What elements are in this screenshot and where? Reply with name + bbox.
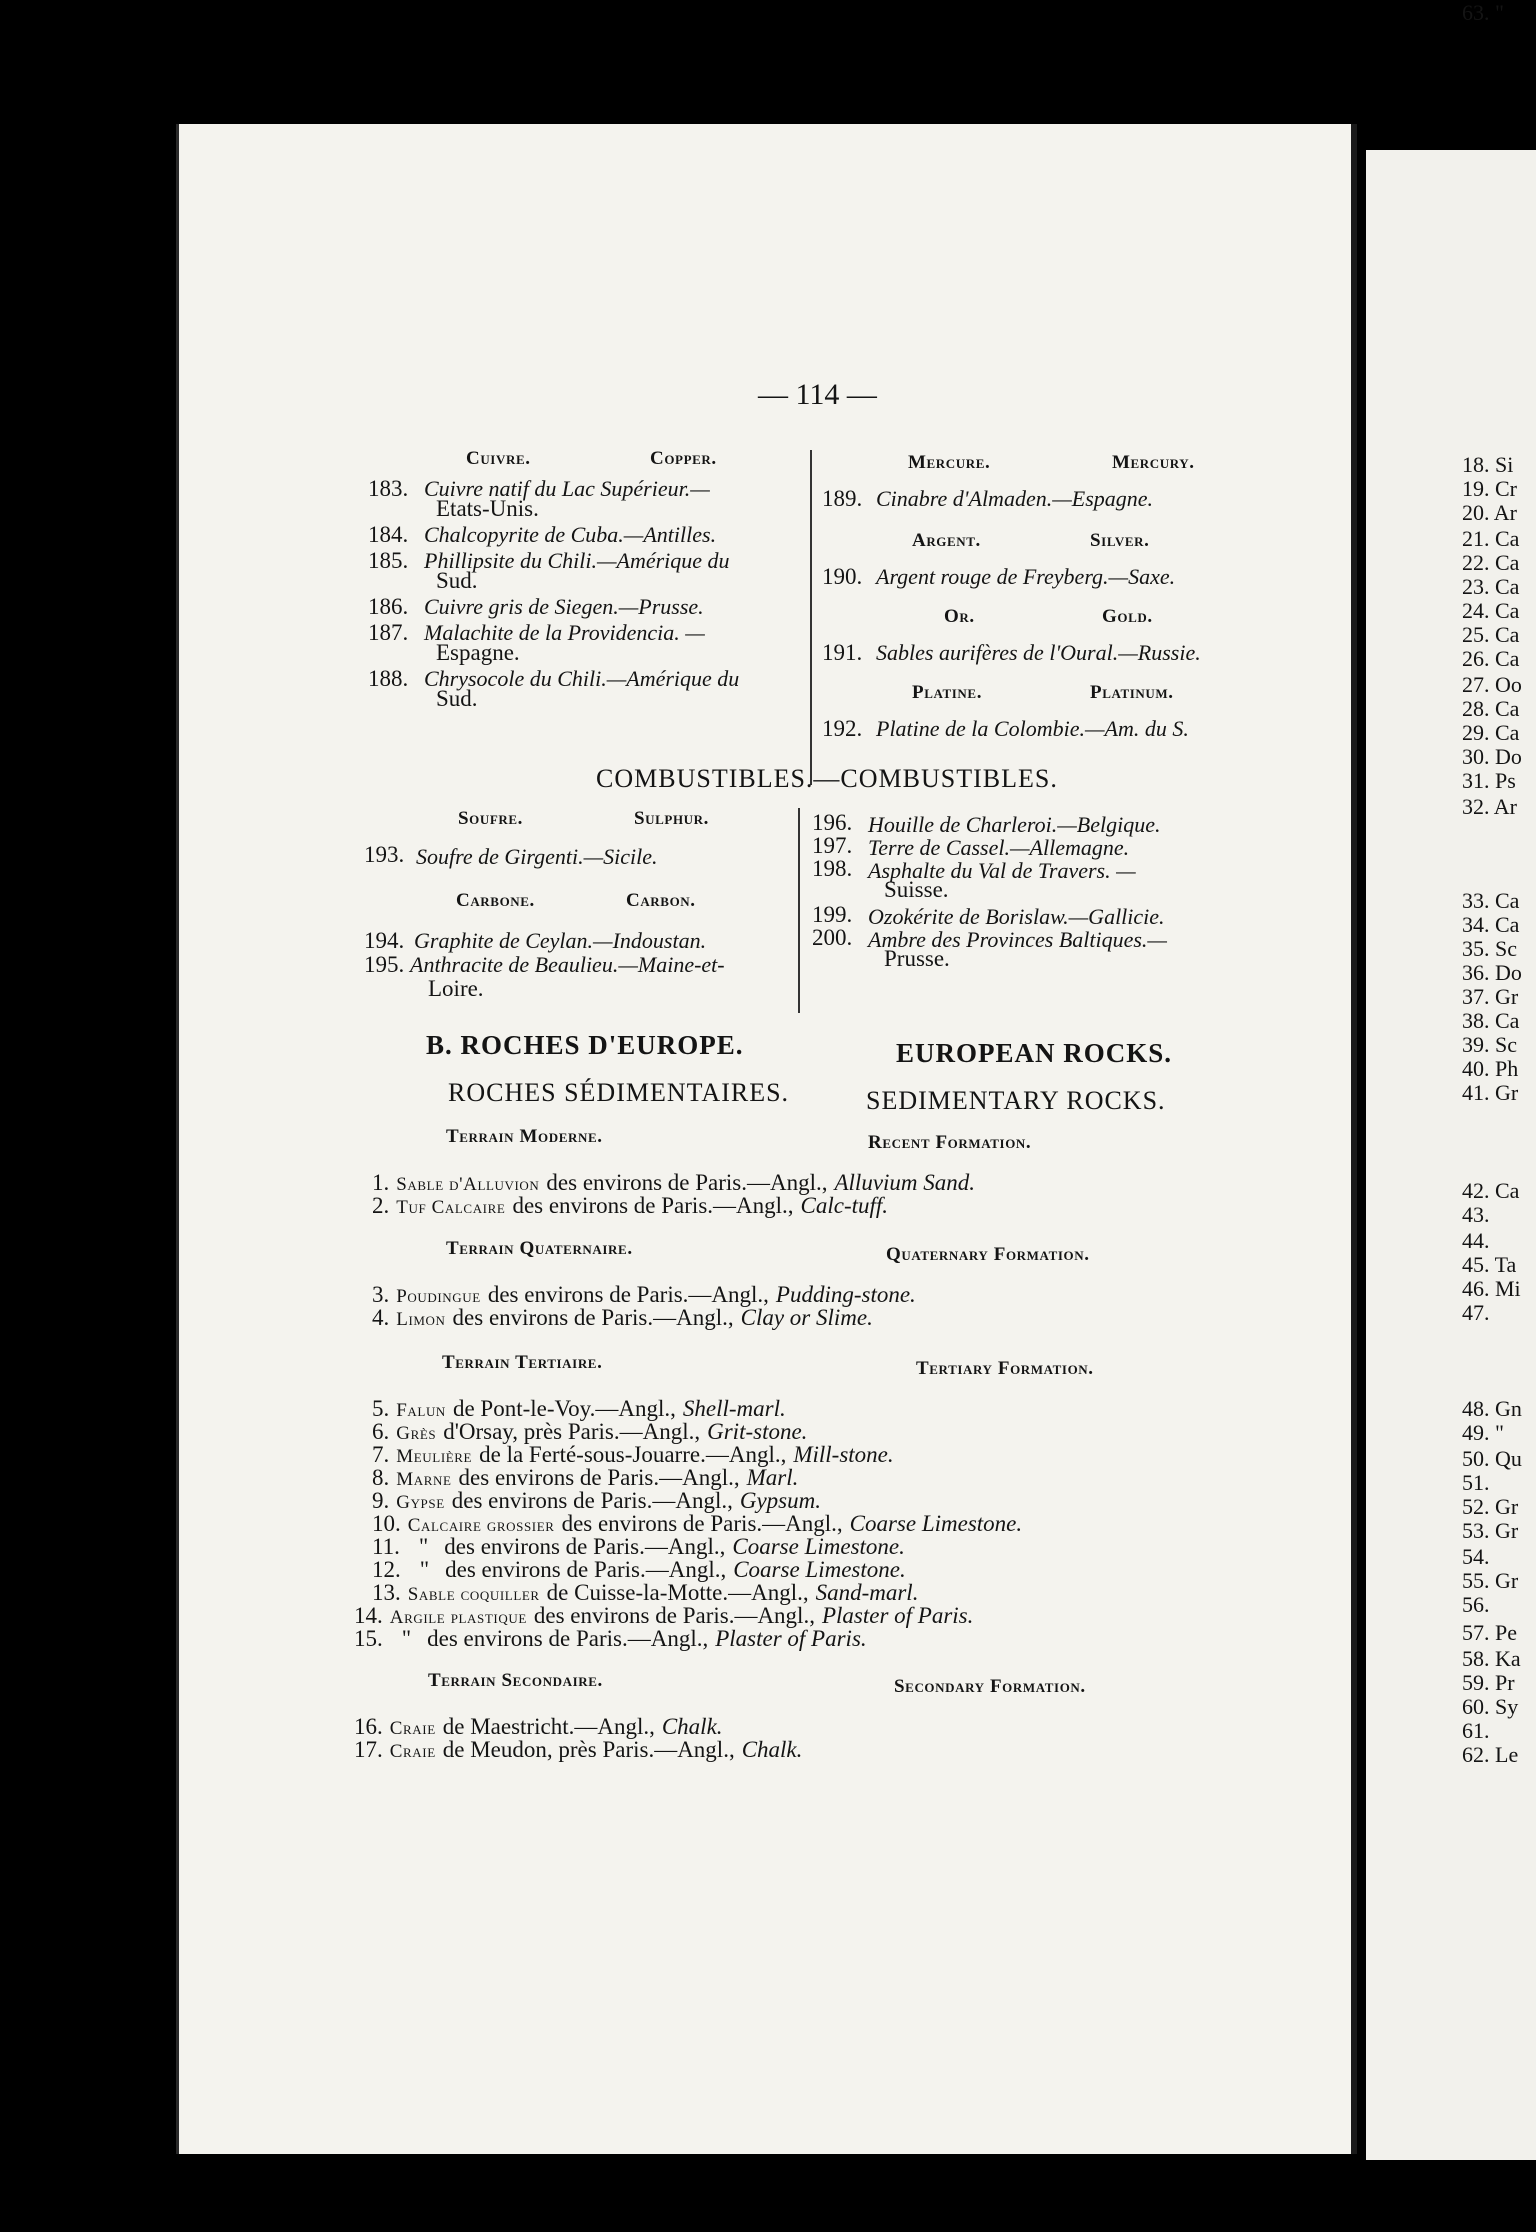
entry-number: 197. bbox=[812, 833, 853, 858]
rock-english-name: Shell-marl. bbox=[682, 1396, 786, 1421]
edge-entry: 46. Mi bbox=[1462, 1276, 1521, 1301]
rock-name: " bbox=[418, 1534, 429, 1559]
formation-header-en: Quaternary Formation. bbox=[886, 1244, 1090, 1265]
rock-name: Falun bbox=[396, 1400, 446, 1421]
formation-header-fr: Terrain Moderne. bbox=[446, 1126, 603, 1147]
entry-number: 192. bbox=[822, 716, 863, 741]
rock-name: " bbox=[419, 1557, 430, 1582]
rock-name: Gypse bbox=[396, 1492, 445, 1513]
entry-number: 188. bbox=[368, 666, 409, 691]
rock-english-name: Mill-stone. bbox=[793, 1442, 894, 1467]
rock-name: Craie bbox=[389, 1718, 436, 1739]
edge-entry: 34. Ca bbox=[1462, 912, 1520, 937]
entry-number: 199. bbox=[812, 902, 853, 927]
formation-header-fr: Terrain Tertiaire. bbox=[442, 1352, 603, 1373]
section-header-en: Gold. bbox=[1102, 606, 1153, 627]
rock-english-name: Chalk. bbox=[741, 1737, 803, 1762]
rock-location: des environs de Paris.—Angl., bbox=[458, 1465, 740, 1490]
formation-header-fr: Terrain Quaternaire. bbox=[446, 1238, 633, 1259]
combustibles-title: COMBUSTIBLES.—COMBUSTIBLES. bbox=[596, 764, 1058, 793]
rock-number: 15. bbox=[354, 1626, 383, 1651]
edge-entry: 60. Sy bbox=[1462, 1694, 1519, 1719]
edge-entry: 42. Ca bbox=[1462, 1178, 1520, 1203]
edge-entry: 45. Ta bbox=[1462, 1252, 1517, 1277]
entry-text: Malachite de la Providencia. — bbox=[424, 620, 705, 645]
entry-number: 191. bbox=[822, 640, 863, 665]
rock-name: " bbox=[401, 1626, 412, 1651]
rock-location: de la Ferté-sous-Jouarre.—Angl., bbox=[479, 1442, 787, 1467]
entry-text: Soufre de Girgenti.—Sicile. bbox=[416, 844, 658, 869]
edge-entry: 58. Ka bbox=[1462, 1646, 1521, 1671]
section-header-en: Copper. bbox=[650, 448, 717, 469]
formation-header-fr: Terrain Secondaire. bbox=[428, 1670, 603, 1691]
entry-text: Graphite de Ceylan.—Indoustan. bbox=[414, 928, 707, 953]
sedimentary-heading-fr: ROCHES SÉDIMENTAIRES. bbox=[448, 1078, 790, 1107]
entry-number: 196. bbox=[812, 810, 853, 835]
rock-english-name: Chalk. bbox=[661, 1714, 723, 1739]
entry-continuation: Loire. bbox=[428, 976, 484, 1001]
edge-entry: 52. Gr bbox=[1462, 1494, 1519, 1519]
rock-english-name: Clay or Slime. bbox=[740, 1305, 873, 1330]
edge-entry: 49. " bbox=[1462, 1420, 1504, 1445]
rock-location: des environs de Paris.—Angl., bbox=[533, 1603, 815, 1628]
edge-entry: 18. Si bbox=[1462, 452, 1514, 477]
section-header-fr: Mercure. bbox=[908, 452, 991, 473]
rock-number: 3. bbox=[372, 1282, 390, 1307]
rock-number: 6. bbox=[372, 1419, 390, 1444]
edge-entry: 57. Pe bbox=[1462, 1620, 1517, 1645]
rock-number: 7. bbox=[372, 1442, 390, 1467]
rock-location: des environs de Paris.—Angl., bbox=[512, 1193, 794, 1218]
rock-english-name: Plaster of Paris. bbox=[715, 1626, 867, 1651]
edge-entry: 22. Ca bbox=[1462, 550, 1520, 575]
section-header-fr: Or. bbox=[944, 606, 975, 627]
section-header-en: Carbon. bbox=[626, 890, 696, 911]
section-header-fr: Carbone. bbox=[456, 890, 535, 911]
edge-entry: 31. Ps bbox=[1462, 768, 1516, 793]
entry-text: Ambre des Provinces Baltiques.— bbox=[868, 927, 1167, 952]
rock-name: Argile plastique bbox=[389, 1607, 527, 1628]
rock-entry bbox=[372, 1305, 880, 1331]
rock-name: Tuf Calcaire bbox=[396, 1197, 506, 1218]
rock-number: 17. bbox=[354, 1737, 383, 1762]
rock-english-name: Marl. bbox=[746, 1465, 799, 1490]
rock-name: Sable d'Alluvion bbox=[396, 1174, 540, 1195]
entry-text: Argent rouge de Freyberg.—Saxe. bbox=[876, 564, 1176, 589]
rock-location: de Pont-le-Voy.—Angl., bbox=[452, 1396, 676, 1421]
rock-english-name: Grit-stone. bbox=[707, 1419, 808, 1444]
edge-entry: 26. Ca bbox=[1462, 646, 1520, 671]
edge-entry: 30. Do bbox=[1462, 744, 1522, 769]
edge-entry: 55. Gr bbox=[1462, 1568, 1519, 1593]
rock-number: 2. bbox=[372, 1193, 390, 1218]
entry-number: 200. bbox=[812, 925, 853, 950]
rock-location: de Meudon, près Paris.—Angl., bbox=[442, 1737, 735, 1762]
entry-text: Phillipsite du Chili.—Amérique du bbox=[424, 548, 730, 573]
rock-entry bbox=[354, 1737, 809, 1763]
rock-entry bbox=[372, 1193, 895, 1219]
edge-entry: 33. Ca bbox=[1462, 888, 1520, 913]
edge-entry: 28. Ca bbox=[1462, 696, 1520, 721]
rock-name: Marne bbox=[396, 1469, 452, 1490]
edge-entry: 21. Ca bbox=[1462, 526, 1520, 551]
edge-entry: 35. Sc bbox=[1462, 936, 1517, 961]
entry-text: Asphalte du Val de Travers. — bbox=[868, 858, 1136, 883]
section-header-fr: Argent. bbox=[912, 530, 981, 551]
rock-number: 14. bbox=[354, 1603, 383, 1628]
edge-entry: 37. Gr bbox=[1462, 984, 1519, 1009]
edge-entry: 44. bbox=[1462, 1228, 1490, 1253]
entry-number: 194. bbox=[364, 928, 405, 953]
rock-english-name: Coarse Limestone. bbox=[732, 1534, 905, 1559]
edge-entry: 25. Ca bbox=[1462, 622, 1520, 647]
edge-entry: 62. Le bbox=[1462, 1742, 1519, 1767]
edge-entry: 20. Ar bbox=[1462, 500, 1517, 525]
rock-number: 4. bbox=[372, 1305, 390, 1330]
rock-location: des environs de Paris.—Angl., bbox=[445, 1557, 727, 1582]
edge-entry: 38. Ca bbox=[1462, 1008, 1520, 1033]
section-header-fr: Platine. bbox=[912, 682, 983, 703]
column-divider-middle bbox=[798, 808, 800, 1013]
rock-number: 10. bbox=[372, 1511, 401, 1536]
rock-name: Calcaire grossier bbox=[407, 1515, 555, 1536]
rock-location: des environs de Paris.—Angl., bbox=[444, 1534, 726, 1559]
document-page bbox=[176, 124, 1357, 2154]
entry-continuation: Etats-Unis. bbox=[436, 496, 539, 521]
column-divider-top bbox=[810, 450, 812, 785]
entry-text: Terre de Cassel.—Allemagne. bbox=[868, 835, 1130, 860]
section-b-heading-en: EUROPEAN ROCKS. bbox=[896, 1038, 1173, 1068]
formation-header-en: Recent Formation. bbox=[868, 1132, 1032, 1153]
rock-english-name: Plaster of Paris. bbox=[821, 1603, 974, 1628]
entry-text: Chrysocole du Chili.—Amérique du bbox=[424, 666, 740, 691]
entry-number: 183. bbox=[368, 476, 409, 501]
edge-entry: 24. Ca bbox=[1462, 598, 1520, 623]
rock-number: 16. bbox=[354, 1714, 383, 1739]
rock-number: 12. bbox=[372, 1557, 401, 1582]
edge-entry: 29. Ca bbox=[1462, 720, 1520, 745]
entry-continuation: Prusse. bbox=[884, 946, 950, 971]
rock-number: 5. bbox=[372, 1396, 390, 1421]
rock-name: Poudingue bbox=[396, 1286, 481, 1307]
entry-number: 189. bbox=[822, 486, 863, 511]
rock-name: Grès bbox=[396, 1423, 437, 1444]
entry-text: Cuivre natif du Lac Supérieur.— bbox=[424, 476, 710, 501]
entry-number: 193. bbox=[364, 842, 405, 867]
entry-text: Ozokérite de Borislaw.—Gallicie. bbox=[868, 904, 1165, 929]
entry-text: Chalcopyrite de Cuba.—Antilles. bbox=[424, 522, 717, 547]
rock-number: 13. bbox=[372, 1580, 401, 1605]
rock-name: Limon bbox=[396, 1309, 446, 1330]
rock-location: de Maestricht.—Angl., bbox=[442, 1714, 655, 1739]
rock-name: Meulière bbox=[396, 1446, 473, 1467]
entry-continuation: Sud. bbox=[436, 568, 478, 593]
entry-text: Sables aurifères de l'Oural.—Russie. bbox=[876, 640, 1201, 665]
rock-english-name: Pudding-stone. bbox=[775, 1282, 916, 1307]
section-header-en: Platinum. bbox=[1090, 682, 1174, 703]
sedimentary-heading-en: SEDIMENTARY ROCKS. bbox=[866, 1086, 1166, 1115]
entry-number: 190. bbox=[822, 564, 863, 589]
section-header-en: Sulphur. bbox=[634, 808, 710, 829]
rock-english-name: Gypsum. bbox=[739, 1488, 821, 1513]
entry-text: Houille de Charleroi.—Belgique. bbox=[868, 812, 1161, 837]
entry-text: Cinabre d'Almaden.—Espagne. bbox=[876, 486, 1154, 511]
entry-continuation: Espagne. bbox=[436, 640, 520, 665]
rock-name: Craie bbox=[389, 1741, 436, 1762]
section-header-fr: Cuivre. bbox=[466, 448, 531, 469]
edge-entry: 23. Ca bbox=[1462, 574, 1520, 599]
edge-entry: 40. Ph bbox=[1462, 1056, 1519, 1081]
edge-entry: 54. bbox=[1462, 1544, 1490, 1569]
section-b-heading-fr: B. ROCHES D'EUROPE. bbox=[426, 1030, 744, 1060]
rock-location: d'Orsay, près Paris.—Angl., bbox=[443, 1419, 701, 1444]
entry-number: 185. bbox=[368, 548, 409, 573]
rock-number: 1. bbox=[372, 1170, 390, 1195]
edge-entry: 59. Pr bbox=[1462, 1670, 1515, 1695]
edge-entry: 19. Cr bbox=[1462, 476, 1517, 501]
rock-english-name: Alluvium Sand. bbox=[834, 1170, 976, 1195]
page-number: — 114 — bbox=[758, 378, 877, 411]
entry-text: Platine de la Colombie.—Am. du S. bbox=[876, 716, 1189, 741]
edge-entry: 43. bbox=[1462, 1202, 1490, 1227]
rock-location: des environs de Paris.—Angl., bbox=[451, 1488, 733, 1513]
rock-location: des environs de Paris.—Angl., bbox=[452, 1305, 734, 1330]
entry-number: 184. bbox=[368, 522, 409, 547]
edge-entry: 51. bbox=[1462, 1470, 1490, 1495]
entry-number: 186. bbox=[368, 594, 409, 619]
rock-location: des environs de Paris.—Angl., bbox=[561, 1511, 843, 1536]
edge-entry: 47. bbox=[1462, 1300, 1490, 1325]
entry-continuation: Sud. bbox=[436, 686, 478, 711]
rock-english-name: Sand-marl. bbox=[815, 1580, 919, 1605]
edge-entry: 61. bbox=[1462, 1718, 1490, 1743]
entry-number: 187. bbox=[368, 620, 409, 645]
entry-text: Anthracite de Beaulieu.—Maine-et- bbox=[410, 952, 725, 977]
edge-entry: 63. " bbox=[1462, 0, 1504, 25]
edge-entry: 36. Do bbox=[1462, 960, 1522, 985]
entry-continuation: Suisse. bbox=[884, 877, 949, 902]
edge-entry: 50. Qu bbox=[1462, 1446, 1522, 1471]
section-header-en: Mercury. bbox=[1112, 452, 1195, 473]
rock-number: 8. bbox=[372, 1465, 390, 1490]
edge-entry: 53. Gr bbox=[1462, 1518, 1519, 1543]
rock-english-name: Calc-tuff. bbox=[800, 1193, 889, 1218]
entry-number: 195. bbox=[364, 952, 405, 977]
rock-english-name: Coarse Limestone. bbox=[849, 1511, 1023, 1536]
edge-entry: 48. Gn bbox=[1462, 1396, 1522, 1421]
edge-entry: 41. Gr bbox=[1462, 1080, 1519, 1105]
formation-header-en: Tertiary Formation. bbox=[916, 1358, 1094, 1379]
formation-header-en: Secondary Formation. bbox=[894, 1676, 1086, 1697]
rock-name: Sable coquiller bbox=[407, 1584, 540, 1605]
rock-location: des environs de Paris.—Angl., bbox=[546, 1170, 828, 1195]
rock-location: des environs de Paris.—Angl., bbox=[427, 1626, 709, 1651]
entry-number: 198. bbox=[812, 856, 853, 881]
rock-location: des environs de Paris.—Angl., bbox=[487, 1282, 769, 1307]
edge-entry: 32. Ar bbox=[1462, 794, 1517, 819]
rock-entry bbox=[354, 1626, 874, 1652]
rock-number: 11. bbox=[372, 1534, 400, 1559]
section-header-fr: Soufre. bbox=[458, 808, 524, 829]
entry-text: Cuivre gris de Siegen.—Prusse. bbox=[424, 594, 704, 619]
rock-number: 9. bbox=[372, 1488, 390, 1513]
section-header-en: Silver. bbox=[1090, 530, 1150, 551]
edge-entry: 56. bbox=[1462, 1592, 1490, 1617]
edge-entry: 27. Oo bbox=[1462, 672, 1522, 697]
rock-location: de Cuisse-la-Motte.—Angl., bbox=[546, 1580, 809, 1605]
edge-entry: 39. Sc bbox=[1462, 1032, 1517, 1057]
rock-english-name: Coarse Limestone. bbox=[733, 1557, 906, 1582]
